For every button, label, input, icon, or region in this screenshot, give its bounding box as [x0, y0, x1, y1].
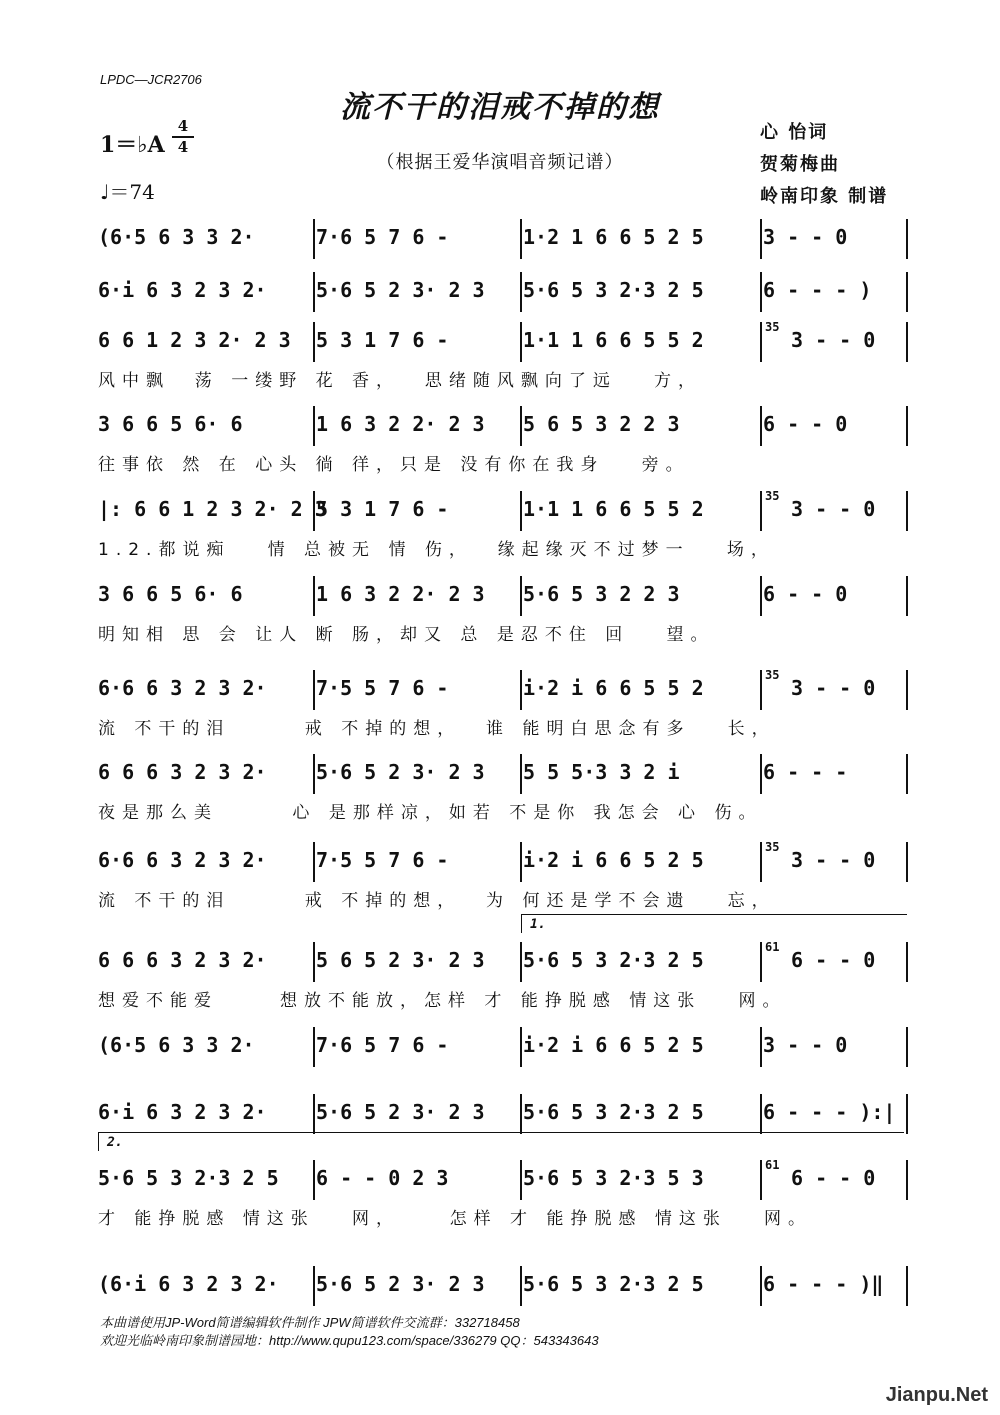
barline — [760, 942, 762, 982]
barline — [760, 754, 762, 794]
grace-note: 61 — [765, 1158, 780, 1172]
measure: 6 - - 0 — [791, 948, 876, 972]
notation-row — [98, 840, 908, 888]
lyric-line: 风中飘 荡 一缕野 花 香， 思绪随风飘向了远 方， — [98, 371, 703, 391]
measure: (6·i 6 3 2 3 2· — [98, 1272, 279, 1296]
measure: 5·6 5 3 2·3 2 5 — [523, 278, 704, 302]
barline — [313, 754, 315, 794]
barline — [313, 322, 315, 362]
barline — [760, 406, 762, 446]
lyric-line: 流 不干的泪 戒 不掉的想， 为 何还是学不会遗 忘， — [98, 891, 776, 911]
barline — [760, 272, 762, 312]
measure: 6·6 6 3 2 3 2· — [98, 848, 267, 872]
measure: 6·6 6 3 2 3 2· — [98, 676, 267, 700]
barline — [760, 1266, 762, 1306]
notation-row — [98, 1272, 908, 1312]
lyric-line: 流 不干的泪 戒 不掉的想， 谁 能明白思念有多 长， — [98, 719, 776, 739]
notation-row — [98, 320, 908, 368]
barline — [520, 754, 522, 794]
barline — [760, 576, 762, 616]
measure: 6 - - - )‖ — [763, 1272, 884, 1296]
measure: 6 6 6 3 2 3 2· — [98, 760, 267, 784]
barline — [313, 842, 315, 882]
barline — [906, 322, 908, 362]
grace-note: 61 — [765, 940, 780, 954]
measure: 5·6 5 3 2·3 2 5 — [523, 948, 704, 972]
notation-row — [98, 412, 908, 452]
tempo-marking: ♩＝74 — [100, 180, 155, 204]
barline — [906, 1160, 908, 1200]
measure: i·2 i 6 6 5 2 5 — [523, 848, 704, 872]
grace-note: 35 — [765, 840, 780, 854]
barline — [520, 1266, 522, 1306]
measure: 6 - - 0 — [763, 582, 848, 606]
barline — [313, 576, 315, 616]
barline — [760, 491, 762, 531]
barline — [906, 842, 908, 882]
measure: 6 - - - — [763, 760, 848, 784]
measure: 5 5 5·3 3 2 i — [523, 760, 680, 784]
notation-row — [98, 278, 908, 318]
barline — [520, 1094, 522, 1134]
measure: 6 - - 0 — [763, 412, 848, 436]
volta-bracket — [98, 1132, 904, 1151]
notation-row — [98, 1135, 908, 1206]
notation-row — [98, 1033, 908, 1073]
footer-software-note: 本曲谱使用JP-Word简谱编辑软件制作 JPW简谱软件交流群：332718458 — [100, 1315, 520, 1330]
measure: 5·6 5 2 3· 2 3 — [316, 278, 485, 302]
barline — [906, 1094, 908, 1134]
measure: 3 - - 0 — [791, 328, 876, 352]
notation-row — [98, 489, 908, 537]
barline — [313, 1266, 315, 1306]
barline — [313, 406, 315, 446]
barline — [906, 1027, 908, 1067]
barline — [313, 1027, 315, 1067]
volta-label: 2. — [107, 1135, 123, 1150]
grace-note: 35 — [765, 320, 780, 334]
barline — [760, 1094, 762, 1134]
barline — [520, 219, 522, 259]
barline — [313, 272, 315, 312]
barline — [906, 942, 908, 982]
measure: 6·i 6 3 2 3 2· — [98, 278, 267, 302]
lyric-line: 夜是那么美 心 是那样凉，如若 不是你 我怎会 心 伤。 — [98, 803, 763, 823]
grace-note: 35 — [765, 668, 780, 682]
measure: 7·5 5 7 6 - — [316, 676, 449, 700]
measure: 6 6 6 3 2 3 2· — [98, 948, 267, 972]
barline — [906, 1266, 908, 1306]
barline — [313, 219, 315, 259]
measure: 3 6 6 5 6· 6 — [98, 412, 243, 436]
barline — [313, 942, 315, 982]
barline — [520, 842, 522, 882]
notation-row — [98, 917, 908, 988]
barline — [520, 576, 522, 616]
barline — [906, 670, 908, 710]
measure: 6·i 6 3 2 3 2· — [98, 1100, 267, 1124]
composer-credit: 贺菊梅曲 — [760, 154, 840, 175]
key-signature: 1＝♭A — [100, 132, 165, 158]
measure: 1 6 3 2 2· 2 3 — [316, 582, 485, 606]
measure: 5·6 5 3 2·3 2 5 — [523, 1272, 704, 1296]
grace-note: 35 — [765, 489, 780, 503]
measure: 3 - - 0 — [791, 497, 876, 521]
barline — [520, 670, 522, 710]
notation-row — [98, 760, 908, 800]
score-code: LPDC—JCR2706 — [100, 72, 202, 87]
lyric-line: 想爱不能爱 想放不能放，怎样 才 能挣脱感 情这张 网。 — [98, 991, 787, 1011]
lyric-line: 才 能挣脱感 情这张 网， 怎样 才 能挣脱感 情这张 网。 — [98, 1209, 813, 1229]
volta-bracket — [521, 914, 907, 933]
volta-label: 1. — [530, 917, 546, 932]
measure: 6 - - - ) — [763, 278, 872, 302]
barline — [313, 670, 315, 710]
footer-website-note: 欢迎光临岭南印象制谱园地：http://www.qupu123.com/space/336279 QQ：543343643 — [100, 1333, 599, 1348]
measure: 5·6 5 3 2·3 5 3 — [523, 1166, 704, 1190]
measure: 1·1 1 6 6 5 5 2 — [523, 497, 704, 521]
barline — [906, 576, 908, 616]
notation-row — [98, 668, 908, 716]
barline — [906, 754, 908, 794]
barline — [520, 1027, 522, 1067]
barline — [906, 406, 908, 446]
measure: 1 6 3 2 2· 2 3 — [316, 412, 485, 436]
measure: 5 6 5 3 2 2 3 — [523, 412, 680, 436]
measure: 6 - - - ):| — [763, 1100, 896, 1124]
measure: |: 6 6 1 2 3 2· 2 3 — [98, 497, 327, 521]
measure: 5·6 5 3 2·3 2 5 — [98, 1166, 279, 1190]
measure: 5·6 5 2 3· 2 3 — [316, 1272, 485, 1296]
barline — [313, 1094, 315, 1134]
measure: 3 - - 0 — [763, 225, 848, 249]
barline — [313, 1160, 315, 1200]
measure: 1·2 1 6 6 5 2 5 — [523, 225, 704, 249]
barline — [906, 491, 908, 531]
barline — [760, 670, 762, 710]
lyric-line: 1.2.都说痴 情 总被无 情 伤， 缘起缘灭不过梦一 场， — [98, 540, 775, 560]
measure: 6 - - 0 2 3 — [316, 1166, 449, 1190]
barline — [760, 219, 762, 259]
measure: 3 - - 0 — [763, 1033, 848, 1057]
song-title: 流不干的泪戒不掉的想 — [340, 90, 660, 125]
measure: 5·6 5 3 2·3 2 5 — [523, 1100, 704, 1124]
measure: i·2 i 6 6 5 2 5 — [523, 1033, 704, 1057]
measure: 5·6 5 3 2 2 3 — [523, 582, 680, 606]
measure: (6·5 6 3 3 2· — [98, 1033, 255, 1057]
barline — [906, 219, 908, 259]
measure: 3 - - 0 — [791, 848, 876, 872]
barline — [760, 322, 762, 362]
time-numerator: 4 — [177, 117, 189, 135]
measure: 5·6 5 2 3· 2 3 — [316, 1100, 485, 1124]
barline — [760, 1027, 762, 1067]
barline — [760, 842, 762, 882]
lyric-line: 明知相 思 会 让人 断 肠，却又 总 是忍不住 回 望。 — [98, 625, 715, 645]
barline — [760, 1160, 762, 1200]
measure: i·2 i 6 6 5 5 2 — [523, 676, 704, 700]
barline — [520, 406, 522, 446]
measure: 6 - - 0 — [791, 1166, 876, 1190]
song-subtitle: （根据王爱华演唱音频记谱） — [376, 152, 624, 173]
time-denominator: 4 — [177, 138, 189, 156]
notation-row — [98, 582, 908, 622]
measure: 5 3 1 7 6 - — [316, 497, 449, 521]
barline — [313, 491, 315, 531]
barline — [520, 491, 522, 531]
time-signature — [172, 118, 194, 156]
measure: 7·6 5 7 6 - — [316, 1033, 449, 1057]
arranger-credit: 岭南印象 制谱 — [760, 186, 889, 207]
measure: 3 6 6 5 6· 6 — [98, 582, 243, 606]
measure: 5 6 5 2 3· 2 3 — [316, 948, 485, 972]
barline — [906, 272, 908, 312]
lyricist-credit: 心 怡词 — [760, 122, 829, 143]
site-watermark: Jianpu.Net — [885, 1384, 988, 1406]
measure: 5 3 1 7 6 - — [316, 328, 449, 352]
barline — [520, 272, 522, 312]
barline — [520, 322, 522, 362]
measure: 1·1 1 6 6 5 5 2 — [523, 328, 704, 352]
measure: 3 - - 0 — [791, 676, 876, 700]
barline — [520, 942, 522, 982]
barline — [520, 1160, 522, 1200]
measure: (6·5 6 3 3 2· — [98, 225, 255, 249]
measure: 7·5 5 7 6 - — [316, 848, 449, 872]
measure: 7·6 5 7 6 - — [316, 225, 449, 249]
measure: 5·6 5 2 3· 2 3 — [316, 760, 485, 784]
notation-row — [98, 225, 908, 265]
lyric-line: 往事依 然 在 心头 徜 徉，只是 没有你在我身 旁。 — [98, 455, 690, 475]
measure: 6 6 1 2 3 2· 2 3 — [98, 328, 291, 352]
